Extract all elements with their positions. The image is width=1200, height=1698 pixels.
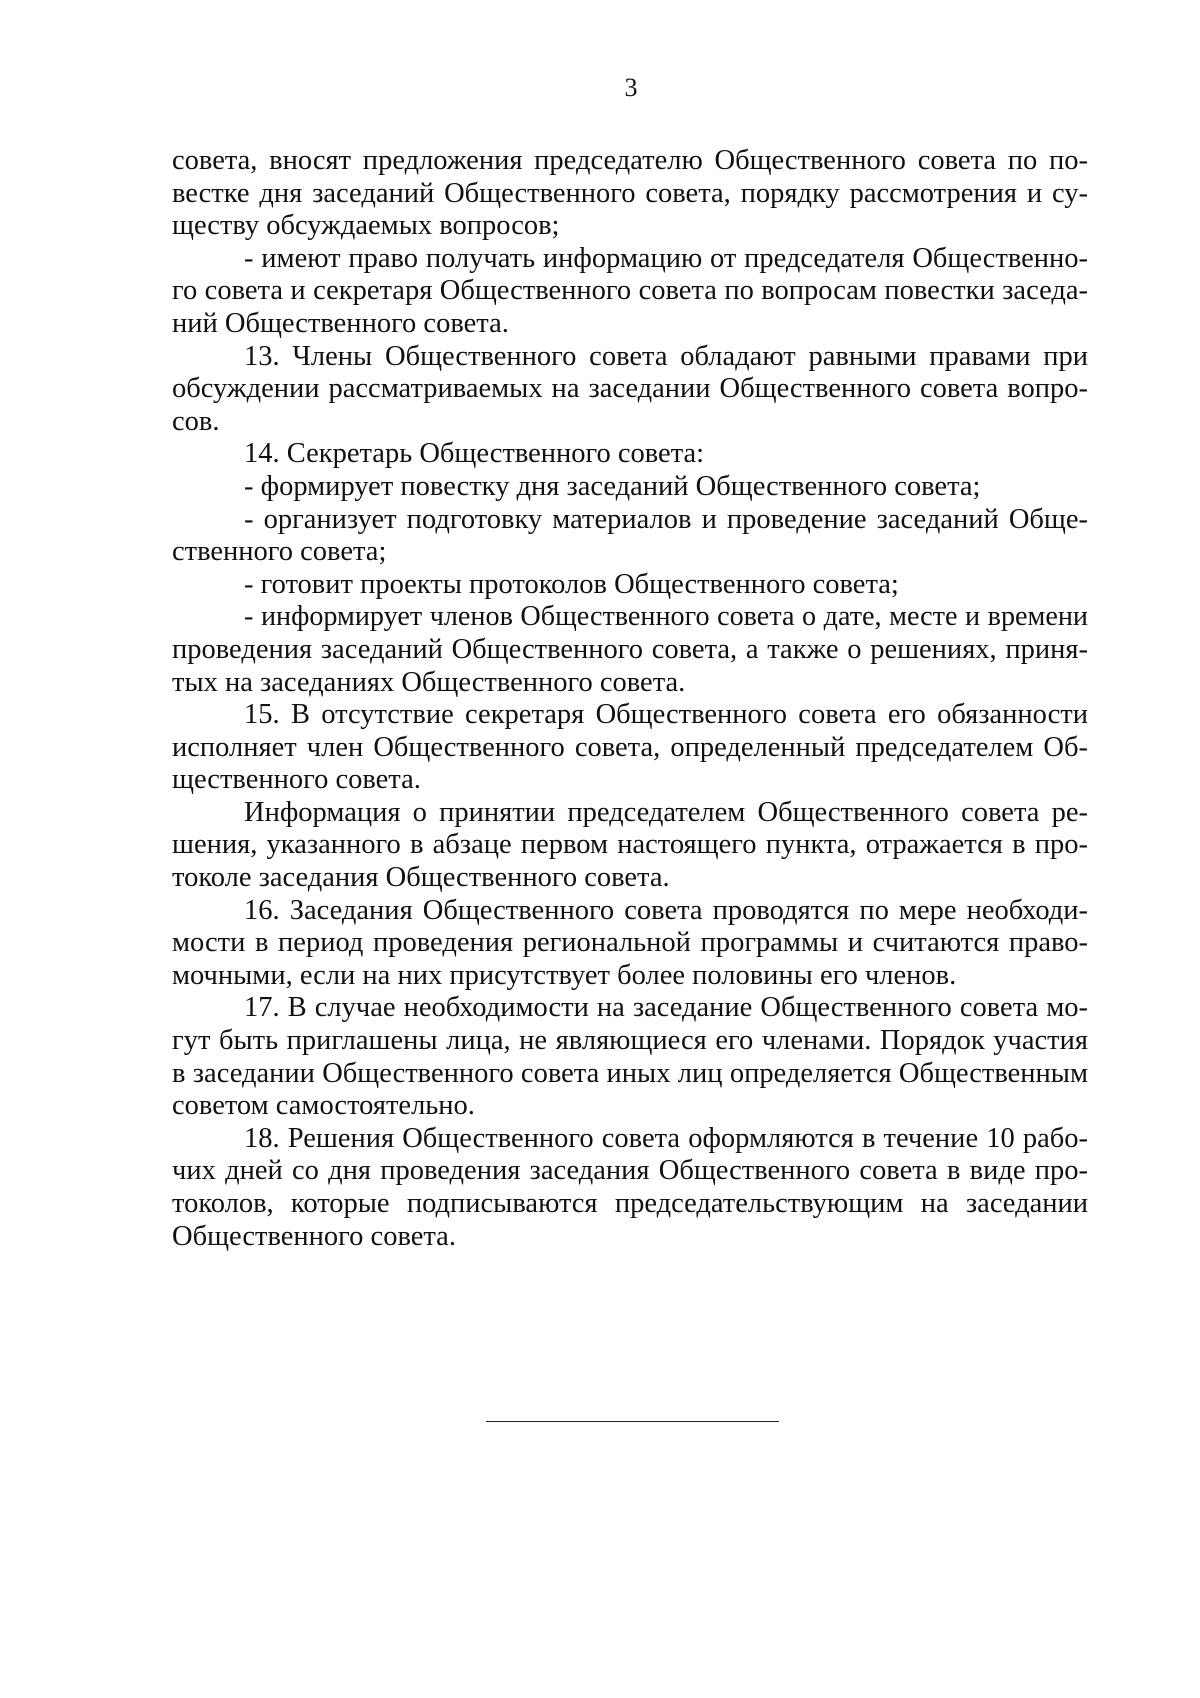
text-line: мочными, если на них присутствует более половины его членов.	[172, 959, 957, 991]
text-line: обсуждении рассматриваемых на заседании Общественного совета вопро-	[172, 373, 1088, 405]
text-line: 13. Члены Общественного совета обладают равными правами при	[244, 340, 1088, 372]
text-line: 14. Секретарь Общественного совета:	[244, 438, 705, 470]
text-line: токоле заседания Общественного совета.	[172, 862, 670, 894]
end-of-text-rule	[486, 1421, 779, 1422]
text-line: - формирует повестку дня заседаний Общественного совета;	[244, 470, 981, 502]
text-line: 16. Заседания Общественного совета проводятся по мере необходи-	[244, 894, 1088, 926]
text-line: совета, вносят предложения председателю Общественного совета по по-	[172, 145, 1088, 176]
text-line: мости в период проведения региональной программы и считаются право-	[172, 927, 1088, 959]
text-line: токолов, которые подписываются председательствующим на заседании	[172, 1188, 1088, 1219]
text-line: исполняет член Общественного совета, определенный председателем Об-	[172, 731, 1088, 763]
text-line: Информация о принятии председателем Общественного совета ре-	[244, 796, 1088, 828]
text-line: - информирует членов Общественного совета о дате, месте и времени	[244, 601, 1088, 633]
text-line: - организует подготовку материалов и проведение заседаний Обще-	[244, 503, 1088, 535]
text-line: гут быть приглашены лица, не являющиеся его членами. Порядок участия	[172, 1025, 1088, 1057]
text-line: вестке дня заседаний Общественного совета, порядку рассмотрения и су-	[172, 177, 1088, 209]
text-line: го совета и секретаря Общественного совета по вопросам повестки заседа-	[172, 275, 1088, 307]
text-line: 15. В отсутствие секретаря Общественного совета его обязанности	[244, 699, 1088, 731]
text-line: ществу обсуждаемых вопросов;	[172, 210, 560, 242]
text-line: чих дней со дня проведения заседания Общественного совета в виде про-	[172, 1155, 1088, 1187]
text-line: - имеют право получать информацию от председателя Общественно-	[244, 242, 1088, 274]
text-line: тых на заседаниях Общественного совета.	[172, 666, 686, 698]
text-line: Общественного совета.	[172, 1220, 456, 1252]
text-line: ственного совета;	[172, 536, 387, 568]
text-line: сов.	[172, 405, 220, 437]
text-line: шения, указанного в абзаце первом настоящего пункта, отражается в про-	[172, 829, 1088, 861]
text-line: проведения заседаний Общественного совета, а также о решениях, приня-	[172, 633, 1088, 665]
text-line: - готовит проекты протоколов Общественного совета;	[244, 568, 899, 600]
text-line: щественного совета.	[172, 764, 421, 796]
text-line: 18. Решения Общественного совета оформляются в течение 10 рабо-	[244, 1122, 1088, 1154]
text-line: в заседании Общественного совета иных лиц определяется Общественным	[172, 1057, 1088, 1089]
text-line: ний Общественного совета.	[172, 307, 509, 339]
text-line: советом самостоятельно.	[172, 1090, 475, 1122]
document-body	[172, 145, 1088, 1253]
page-number: 3	[624, 73, 638, 102]
text-line: 17. В случае необходимости на заседание Общественного совета мо-	[244, 992, 1088, 1024]
